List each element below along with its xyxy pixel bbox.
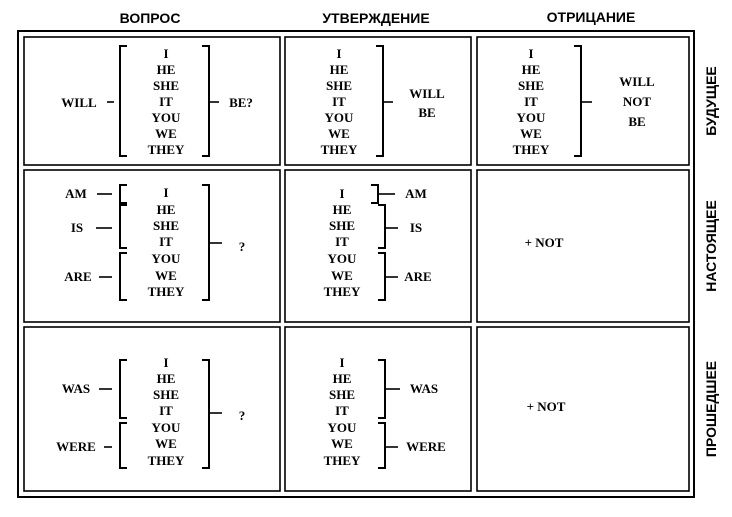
tense-past: ПРОШЕДШЕЕ <box>703 360 719 458</box>
pronoun: YOU <box>516 110 546 125</box>
pronoun: THEY <box>147 284 185 299</box>
tense-present: НАСТОЯЩЕЕ <box>703 200 719 292</box>
pronoun: IT <box>159 234 173 249</box>
pronoun: THEY <box>147 453 185 468</box>
past-question-mark: ? <box>238 408 246 423</box>
pronoun: HE <box>332 202 352 217</box>
past-affirmative-aux: WAS <box>409 381 439 396</box>
cell-past-affirmative <box>285 327 471 491</box>
pronoun: HE <box>156 62 176 77</box>
pronoun: YOU <box>151 420 181 435</box>
pronoun: IT <box>332 94 346 109</box>
pronoun: WE <box>331 268 353 283</box>
pronoun: IT <box>159 94 173 109</box>
pronoun: YOU <box>324 110 354 125</box>
pronoun: THEY <box>323 284 361 299</box>
pronoun: IT <box>159 403 173 418</box>
tense-future: БУДУЩЕЕ <box>703 66 719 136</box>
pronoun: SHE <box>328 387 356 402</box>
pronoun: IT <box>335 403 349 418</box>
present-question-aux: AM <box>65 186 87 201</box>
header-negative: ОТРИЦАНИЕ <box>546 9 636 25</box>
present-question-aux: ARE <box>64 269 92 284</box>
pronoun: HE <box>329 62 349 77</box>
cell-past-negative <box>477 327 689 491</box>
present-affirmative-aux: IS <box>409 220 423 235</box>
present-question-mark: ? <box>238 239 246 254</box>
past-question-aux: WAS <box>61 381 91 396</box>
pronoun: I <box>528 46 534 61</box>
future-affirmative-aux: WILL <box>409 86 445 101</box>
present-negative: + NOT <box>524 235 564 250</box>
pronoun: THEY <box>512 142 550 157</box>
cell-future-negative <box>477 37 689 165</box>
header-question: ВОПРОС <box>119 10 181 26</box>
pronoun: WE <box>331 436 353 451</box>
past-affirmative-aux: WERE <box>406 439 446 454</box>
pronoun: I <box>339 355 345 370</box>
pronoun: HE <box>156 202 176 217</box>
pronoun: SHE <box>152 218 180 233</box>
pronoun: YOU <box>327 251 357 266</box>
future-negative-aux: WILL <box>619 74 655 89</box>
header-affirmative: УТВЕРЖДЕНИЕ <box>322 10 430 26</box>
pronoun: IT <box>524 94 538 109</box>
pronoun: SHE <box>517 78 545 93</box>
pronoun: I <box>163 355 169 370</box>
pronoun: THEY <box>320 142 358 157</box>
cell-future-affirmative <box>285 37 471 165</box>
future-question-end: BE? <box>229 95 253 110</box>
pronoun: SHE <box>325 78 353 93</box>
pronoun: HE <box>156 371 176 386</box>
pronoun: I <box>339 186 345 201</box>
pronoun: I <box>163 46 169 61</box>
future-negative-aux: NOT <box>622 94 652 109</box>
pronoun: SHE <box>152 78 180 93</box>
pronoun: THEY <box>323 453 361 468</box>
pronoun: WE <box>155 126 177 141</box>
past-question-aux: WERE <box>56 439 96 454</box>
pronoun: HE <box>521 62 541 77</box>
pronoun: I <box>336 46 342 61</box>
pronoun: YOU <box>327 420 357 435</box>
pronoun: IT <box>335 234 349 249</box>
pronoun: YOU <box>151 251 181 266</box>
future-question-aux: WILL <box>61 95 97 110</box>
pronoun: HE <box>332 371 352 386</box>
pronoun: WE <box>328 126 350 141</box>
cell-present-negative <box>477 170 689 322</box>
pronoun: WE <box>520 126 542 141</box>
present-affirmative-aux: ARE <box>404 269 432 284</box>
pronoun: WE <box>155 268 177 283</box>
future-negative-aux: BE <box>628 114 646 129</box>
pronoun: SHE <box>328 218 356 233</box>
pronoun: THEY <box>147 142 185 157</box>
present-question-aux: IS <box>70 220 84 235</box>
future-affirmative-aux: BE <box>418 105 436 120</box>
past-negative: + NOT <box>526 399 566 414</box>
pronoun: WE <box>155 436 177 451</box>
pronoun: YOU <box>151 110 181 125</box>
pronoun: I <box>163 185 169 200</box>
pronoun: SHE <box>152 387 180 402</box>
present-affirmative-aux: AM <box>405 186 427 201</box>
